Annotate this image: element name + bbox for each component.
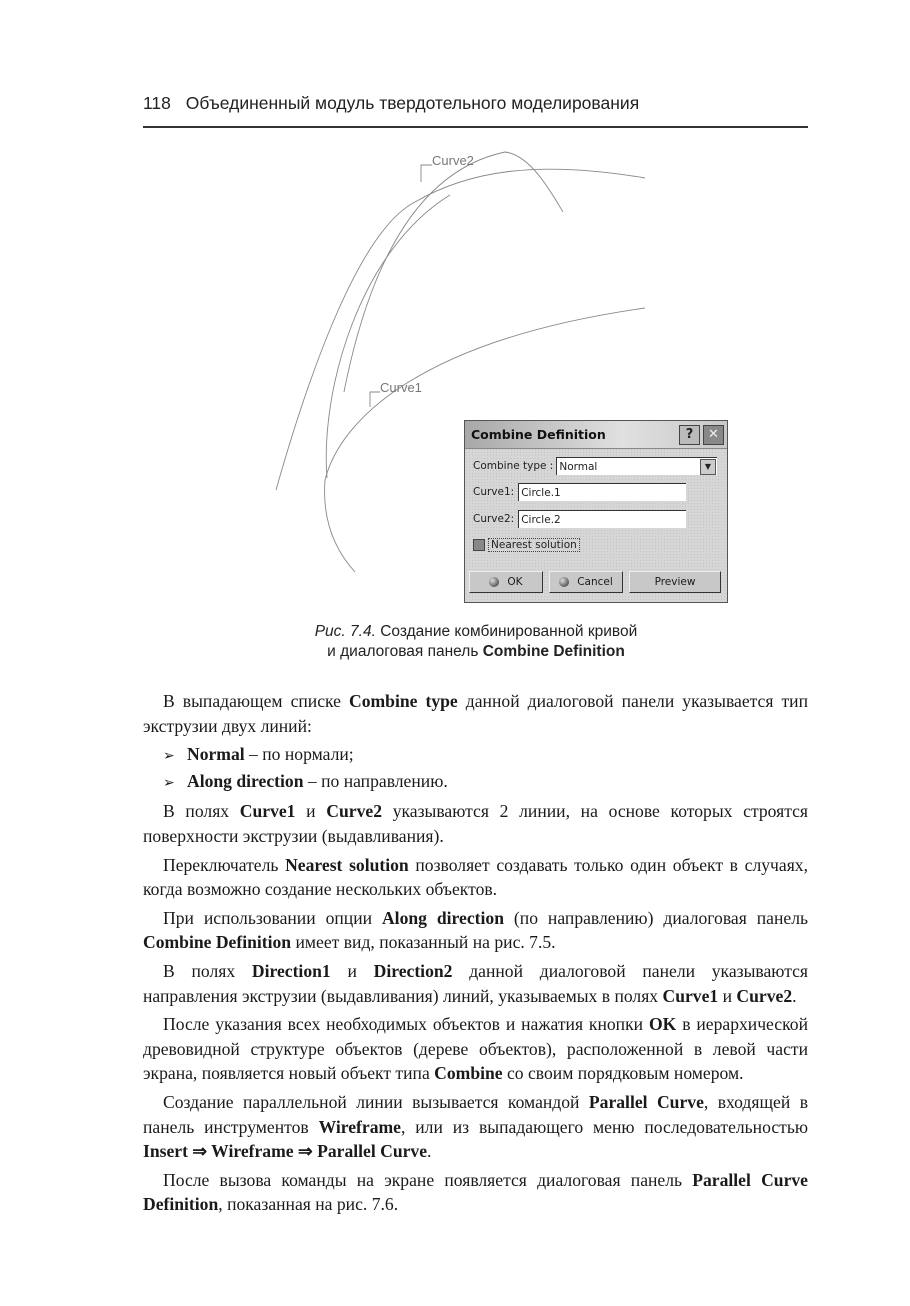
text-run: – по нормали; (244, 744, 354, 765)
bold-term: Wireframe (318, 1116, 401, 1137)
bold-term: Along direction (381, 907, 504, 928)
text-run: , входящей в панель инструментов (143, 1091, 808, 1137)
text-run: данной диалоговой панели указывается тип экструзии двух линий: (143, 691, 809, 736)
paragraph (143, 1168, 808, 1217)
caption-text-1: Создание комбинированной кривой (380, 623, 638, 640)
text-run: , или из выпадающего меню последовательностью (400, 1116, 808, 1137)
text-run: В полях (163, 801, 240, 822)
running-header (143, 93, 808, 114)
figure-caption-line2 (240, 643, 712, 661)
text-run: – по направлению. (303, 770, 448, 791)
cancel-label: Cancel (577, 576, 613, 588)
text-run: Создание параллельной линии вызывается командой (163, 1091, 589, 1112)
nearest-solution-checkbox[interactable] (473, 538, 580, 552)
caption-prefix: Рис. 7.4. (314, 623, 376, 640)
curve2-field[interactable] (518, 510, 686, 528)
curve2-leader (421, 165, 432, 182)
bold-term: Insert ⇒ Wireframe ⇒ Parallel Curve (143, 1141, 428, 1162)
text-run: имеет вид, показанный на рис. 7.5. (291, 932, 556, 953)
paragraph (143, 853, 808, 902)
dialog-title: Combine Definition (471, 427, 606, 442)
paragraph (143, 1090, 808, 1164)
cancel-icon (559, 577, 569, 587)
bold-term: Combine type (349, 691, 458, 711)
list-item (163, 769, 808, 796)
combine-definition-dialog (464, 420, 728, 603)
caption-text-2: и диалоговая панель (327, 643, 479, 660)
text-run: В выпадающем списке (163, 691, 350, 711)
curve1-value: Circle.1 (521, 486, 561, 499)
cancel-button[interactable] (549, 571, 623, 593)
text-run: и (330, 960, 374, 981)
bold-term: OK (648, 1014, 677, 1035)
bold-term: Curve2 (326, 801, 382, 822)
bold-term: Curve2 (736, 985, 793, 1006)
body-text (143, 689, 808, 1221)
paragraph (143, 906, 808, 955)
text-run: В полях (163, 960, 252, 981)
chapter-title: Объединенный модуль твердотельного моделирования (185, 93, 640, 113)
preview-label: Preview (654, 576, 696, 588)
bold-term: Direction2 (373, 960, 453, 981)
curve1-label: Curve1 (380, 380, 422, 395)
bold-term: Combine Definition (143, 932, 292, 953)
header-rule (143, 126, 808, 128)
text-run: , показанная на рис. 7.6. (218, 1194, 399, 1215)
arrow-bullet-icon: ➢ (163, 748, 175, 765)
close-button[interactable]: ✕ (703, 425, 724, 445)
figure-7-4 (240, 140, 730, 610)
curve2-label: Curve2 (432, 153, 474, 168)
bold-term: Curve1 (662, 985, 719, 1006)
checkbox-icon[interactable] (473, 539, 485, 551)
curve1-field-label: Curve1: (473, 486, 515, 498)
nearest-solution-label: Nearest solution (488, 538, 580, 552)
bold-term: Normal (187, 744, 245, 765)
bold-term: Along direction (187, 770, 304, 791)
text-run: После указания всех необходимых объектов и нажатия кнопки (163, 1014, 649, 1035)
arrow-bullet-icon: ➢ (163, 774, 175, 791)
bold-term: Direction1 (251, 960, 331, 981)
curve1-field[interactable] (518, 483, 686, 501)
text-run: со своим порядковым номером. (502, 1063, 744, 1084)
ok-label: OK (507, 576, 523, 588)
inner-curve (326, 195, 450, 478)
text-run: позволяет создавать только один объект в случаях, когда возможно создание нескольких объектов. (143, 854, 808, 900)
text-run: и (295, 801, 327, 822)
chevron-down-icon[interactable]: ▼ (700, 459, 716, 475)
list-item (163, 742, 808, 769)
caption-bold: Combine Definition (482, 643, 625, 660)
text-run: При использовании опции (163, 907, 382, 928)
text-run: (по направлению) диалоговая панель (503, 907, 809, 928)
dialog-title-bar[interactable] (465, 421, 727, 449)
curve1-leader (370, 392, 380, 407)
text-run: и (718, 985, 737, 1006)
text-run: После вызова команды на экране появляется диалоговая панель (163, 1169, 693, 1190)
curve2-value: Circle.2 (521, 513, 561, 526)
preview-button[interactable] (629, 571, 721, 593)
text-run: данной диалоговой панели указываются направления экструзии (выдавливания) линий, указываемых в полях (143, 960, 809, 1006)
ok-button[interactable] (469, 571, 543, 593)
figure-caption-line1 (240, 623, 712, 641)
combine-type-label: Combine type : (473, 460, 554, 472)
text-run: . (427, 1141, 432, 1162)
paragraph (143, 689, 808, 738)
combine-type-value: Normal (559, 460, 598, 473)
text-run: в иерархической древовидной структуре объектов (дереве объектов), расположенной в левой части экрана, появляется новый объект типа (143, 1014, 808, 1084)
page-number: 118 (143, 93, 171, 113)
bold-term: Nearest solution (285, 854, 409, 875)
text-run: указываются 2 линии, на основе которых строятся поверхности экструзии (выдавливания). (143, 801, 809, 846)
ok-icon (489, 577, 499, 587)
text-run: Переключатель (163, 854, 286, 875)
paragraph (143, 799, 808, 848)
text-run: . (792, 985, 797, 1006)
bold-term: Parallel Curve (588, 1091, 704, 1112)
bold-term: Curve1 (239, 801, 296, 822)
bold-term: Parallel Curve Definition (143, 1169, 808, 1215)
lower-arc (325, 480, 355, 572)
paragraph (143, 959, 808, 1008)
bullet-list (143, 742, 808, 795)
curve2-field-label: Curve2: (473, 513, 515, 525)
help-button[interactable]: ? (679, 425, 700, 445)
bold-term: Combine (434, 1063, 503, 1084)
paragraph (143, 1012, 808, 1086)
combine-type-select[interactable] (556, 457, 717, 475)
